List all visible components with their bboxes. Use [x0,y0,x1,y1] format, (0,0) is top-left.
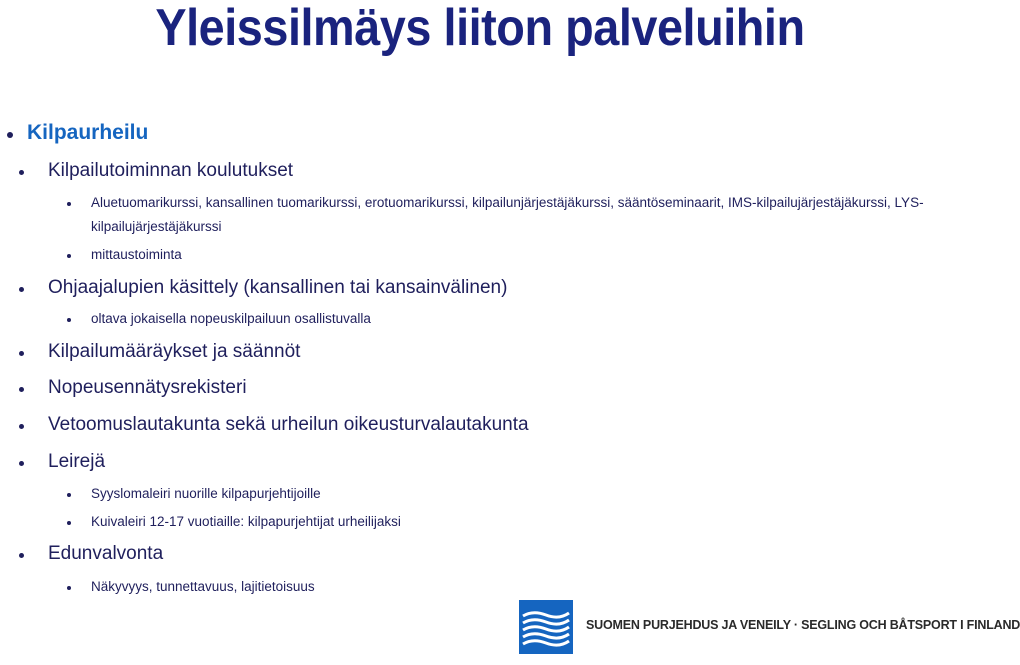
bullet-icon [19,287,24,292]
bullet-icon [19,351,24,356]
heading-kilpaurheilu: Kilpaurheilu [27,121,149,144]
bullet-icon [67,318,71,322]
item-leireja: Leirejä [48,451,106,472]
item-koulutukset-detail-cont: kilpailujärjestäjäkurssi [91,219,222,234]
item-kilpailumaaraykset: Kilpailumääräykset ja säännöt [48,341,301,362]
bullet-icon [7,132,13,138]
bullet-icon [19,170,24,175]
bullet-icon [67,586,71,590]
item-ohjaajalupien: Ohjaajalupien käsittely (kansallinen tai kansainvälinen) [48,277,508,298]
item-nakyvyys: Näkyvyys, tunnettavuus, lajitietoisuus [91,579,315,594]
item-edunvalvonta: Edunvalvonta [48,543,164,564]
bullet-icon [67,521,71,525]
waves-logo-icon [519,600,573,654]
item-nopeusennatys: Nopeusennätysrekisteri [48,377,247,398]
bullet-icon [67,202,71,206]
item-kuivaleiri: Kuivaleiri 12-17 vuotiaille: kilpapurjehtijat urheilijaksi [91,514,401,529]
item-koulutukset: Kilpailutoiminnan koulutukset [48,160,294,181]
item-mittaustoiminta: mittaustoiminta [91,247,182,262]
bullet-icon [19,424,24,429]
bullet-icon [67,493,71,497]
bullet-icon [19,387,24,392]
bullet-icon [19,461,24,466]
bullet-icon [19,553,24,558]
bullet-icon [67,254,71,258]
page-title: Yleissilmäys liiton palveluihin [155,0,805,57]
item-oltava: oltava jokaisella nopeuskilpailuun osallistuvalla [91,311,371,326]
item-koulutukset-detail: Aluetuomarikurssi, kansallinen tuomarikurssi, erotuomarikurssi, kilpailunjärjestäjäkurssi, sääntöseminaarit, IMS-kilpailujärjestäjäkurssi, LYS- [91,195,924,210]
item-vetoomus: Vetoomuslautakunta sekä urheilun oikeusturvalautakunta [48,414,529,435]
brand-text: SUOMEN PURJEHDUS JA VENEILY · SEGLING OCH BÅTSPORT I FINLAND [586,618,1020,632]
item-syyslomaleiri: Syyslomaleiri nuorille kilpapurjehtijoille [91,486,321,501]
